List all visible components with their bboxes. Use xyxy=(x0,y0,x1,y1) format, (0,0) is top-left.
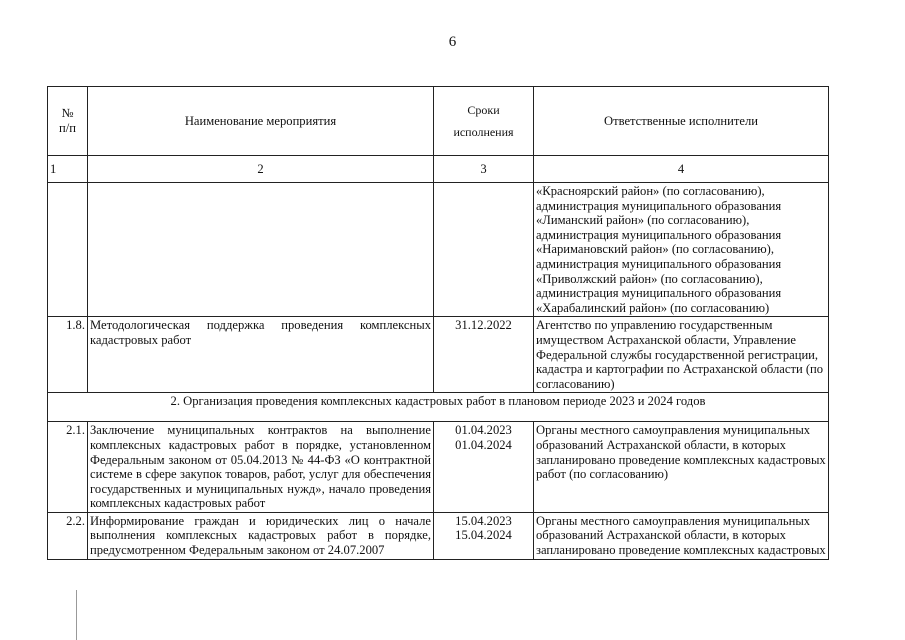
row-dates xyxy=(434,422,534,513)
row-date: 15.04.2023 xyxy=(455,513,512,528)
table-row-2-1 xyxy=(48,422,829,513)
header-num-line1: № xyxy=(61,106,74,121)
row-executors: Агентство по управлению государственным имуществом Астраханской области, Управление Федеральной службы государственной регистрации, кадастра и картографии по Астраханской области (по согласованию) xyxy=(534,317,829,393)
header-executors: Ответственные исполнители xyxy=(534,87,829,156)
section-header-row xyxy=(48,393,829,422)
row-num: 1.8. xyxy=(48,317,88,393)
action-plan-table xyxy=(47,86,829,560)
executor-line: «Приволжский район» (по согласованию), xyxy=(536,271,763,286)
continuation-executors xyxy=(534,183,829,317)
executor-line: «Наримановский район» (по согласованию), xyxy=(536,242,774,257)
continuation-dates xyxy=(434,183,534,317)
continuation-row xyxy=(48,183,829,317)
header-dates-line2: исполнения xyxy=(453,125,514,139)
header-num-line2: п/п xyxy=(59,121,76,135)
continuation-name xyxy=(88,183,434,317)
executor-line: администрация муниципального образования xyxy=(536,286,782,301)
column-number-1: 1 xyxy=(48,156,88,183)
header-num xyxy=(48,87,88,156)
executor-line: «Лиманский район» (по согласованию), xyxy=(536,213,750,228)
page-number: 6 xyxy=(448,34,457,50)
column-number-3: 3 xyxy=(434,156,534,183)
table-row-2-2 xyxy=(48,512,829,559)
row-name: Информирование граждан и юридических лиц о начале выполнения комплексных кадастровых работ в порядке, предусмотренном Федеральным законом от 24.07.2007 xyxy=(88,512,434,559)
table-header-row xyxy=(48,87,829,156)
section-title: 2. Организация проведения комплексных кадастровых работ в плановом периоде 2023 и 2024 годов xyxy=(48,393,829,422)
row-executors: Органы местного самоуправления муниципальных образований Астраханской области, в которых запланировано проведение комплексных кадастровых работ (по согласованию) xyxy=(534,422,829,513)
row-date: 31.12.2022 xyxy=(455,318,512,333)
row-date: 01.04.2024 xyxy=(455,437,512,452)
header-dates xyxy=(434,87,534,156)
continuation-num xyxy=(48,183,88,317)
header-name: Наименование мероприятия xyxy=(88,87,434,156)
executor-line: «Красноярский район» (по согласованию), xyxy=(536,184,765,198)
executor-line: «Харабалинский район» (по согласованию) xyxy=(536,300,770,315)
row-dates xyxy=(434,512,534,559)
executor-line: администрация муниципального образования xyxy=(536,198,782,213)
row-date: 15.04.2024 xyxy=(455,528,512,543)
executor-line: администрация муниципального образования xyxy=(536,227,782,242)
scan-margin-line xyxy=(76,590,77,640)
row-num: 2.1. xyxy=(48,422,88,513)
executor-line: администрация муниципального образования xyxy=(536,256,782,271)
column-number-row xyxy=(48,156,829,183)
column-number-2: 2 xyxy=(88,156,434,183)
row-date: 01.04.2023 xyxy=(455,423,512,438)
row-executors xyxy=(534,512,829,559)
header-dates-line1: Сроки xyxy=(467,103,500,117)
row-name: Методологическая поддержка проведения комплексных кадастровых работ xyxy=(88,317,434,393)
table-row-1-8 xyxy=(48,317,829,393)
row-num: 2.2. xyxy=(48,512,88,559)
row-executors-text: Органы местного самоуправления муниципальных образований Астраханской области, в которых запланировано проведение комплексных кадастровых xyxy=(536,513,826,558)
row-name: Заключение муниципальных контрактов на выполнение комплексных кадастровых работ в порядке, установленном Федеральным законом от 05.04.2013 № 44-ФЗ «О контрактной системе в сфере закупок товаров, работ, услуг для обеспечения государственных и муниципальных нужд», начало проведения комплексных кадастровых работ xyxy=(88,422,434,513)
column-number-4: 4 xyxy=(534,156,829,183)
row-dates xyxy=(434,317,534,393)
